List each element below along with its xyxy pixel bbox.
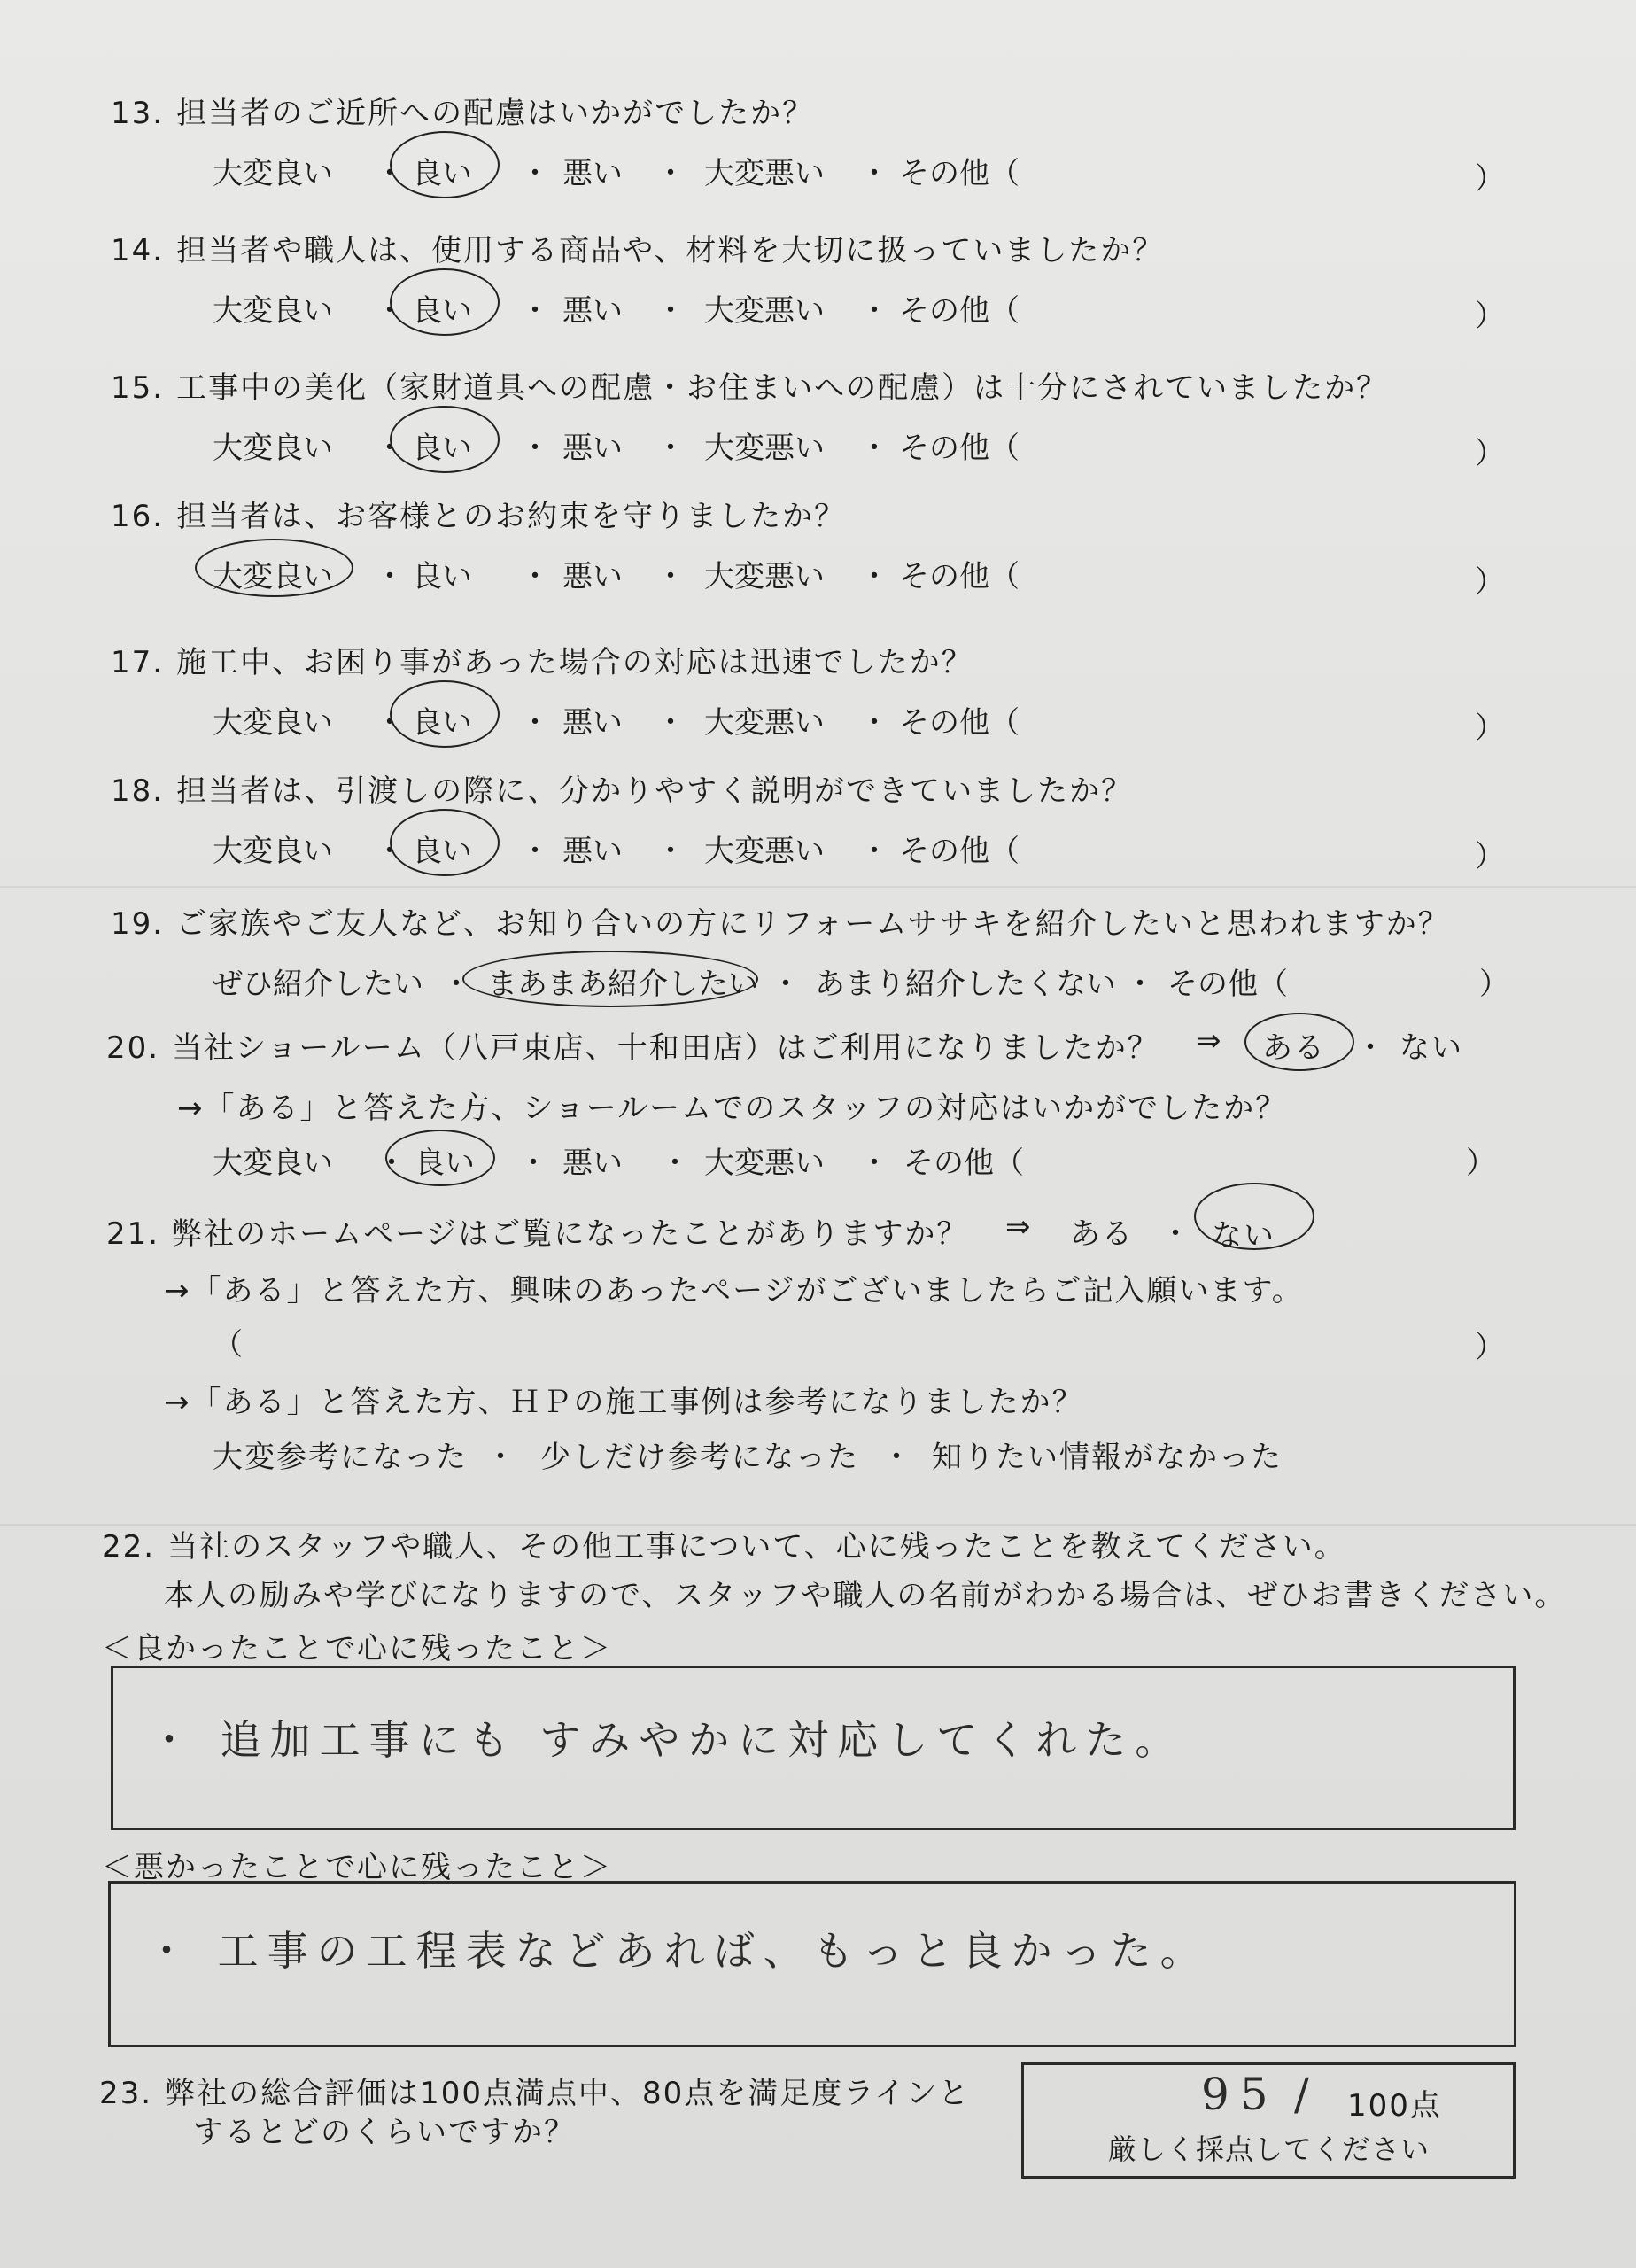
close-paren: ） — [1466, 1146, 1496, 1181]
option-selected[interactable]: 良い — [412, 834, 472, 869]
separator: ・ — [655, 705, 686, 741]
close-paren: ） — [1475, 161, 1505, 197]
separator: ・ — [375, 559, 405, 594]
question-21 — [0, 1209, 1636, 1484]
close-paren: ） — [1475, 839, 1505, 874]
separator: ・ — [518, 1146, 548, 1181]
separator: ・ — [375, 705, 405, 741]
option[interactable]: 大変悪い — [704, 834, 825, 869]
option[interactable]: 大変良い — [213, 705, 333, 741]
selection-circle — [390, 809, 500, 876]
option-selected[interactable]: 良い — [412, 431, 472, 466]
option[interactable]: 大変良い — [213, 293, 333, 329]
instruction-text: 本人の励みや学びになりますので、スタッフや職人の名前がわかる場合は、ぜひお書きください。 — [164, 1578, 1567, 1613]
question-13 — [0, 89, 1636, 221]
option-selected[interactable]: 良い — [412, 293, 472, 329]
separator: ・ — [375, 156, 405, 191]
separator: ・ — [520, 156, 550, 191]
option[interactable]: 大変良い — [213, 834, 333, 869]
option-selected[interactable]: 良い — [412, 705, 472, 741]
option[interactable]: 大変悪い — [704, 156, 825, 191]
selection-circle — [385, 1130, 495, 1186]
separator: ・ — [859, 834, 889, 869]
question-title: 18. 担当者は、引渡しの際に、分かりやすく説明ができていましたか？ — [111, 773, 1134, 809]
question-14 — [0, 226, 1636, 359]
separator: ・ — [859, 705, 889, 741]
score-note: 厳しく採点してください — [1108, 2132, 1431, 2166]
question-title: 22. 当社のスタッフや職人、その他工事について、心に残ったことを教えてください。 — [102, 1529, 1346, 1565]
option[interactable]: 悪い — [562, 559, 623, 594]
question-text-line2: するとどのくらいですか？ — [193, 2115, 576, 2150]
selection-circle — [462, 951, 758, 1007]
option-no[interactable]: ない — [1400, 1030, 1463, 1066]
separator: ・ — [375, 431, 405, 466]
option[interactable]: 大変悪い — [704, 559, 825, 594]
selection-circle — [195, 539, 353, 597]
option[interactable]: 大変悪い — [704, 293, 825, 329]
selection-circle — [1194, 1183, 1314, 1250]
score-value: 95 — [1201, 2069, 1279, 2120]
question-title: 17. 施工中、お困り事があった場合の対応は迅速でしたか？ — [111, 645, 973, 680]
option[interactable]: 知りたい情報がなかった — [932, 1440, 1283, 1475]
question-title: 13. 担当者のご近所への配慮はいかがでしたか？ — [111, 96, 815, 131]
separator: ・ — [441, 967, 471, 1002]
separator: ・ — [859, 431, 889, 466]
option[interactable]: その他（ — [899, 834, 1020, 869]
bad-label: ＜悪かったことで心に残ったこと＞ — [102, 1850, 612, 1885]
option[interactable]: 大変良い — [213, 156, 333, 191]
question-15 — [0, 363, 1636, 496]
separator: ・ — [1355, 1030, 1387, 1066]
option[interactable]: その他（ — [899, 431, 1020, 466]
score-max: 100点 — [1347, 2088, 1442, 2124]
question-19 — [0, 899, 1636, 1032]
question-title: 19. ご家族やご友人など、お知り合いの方にリフォームササキを紹介したいと思われますか？ — [111, 906, 1450, 942]
good-label: ＜良かったことで心に残ったこと＞ — [102, 1631, 612, 1666]
separator: ・ — [660, 1146, 690, 1181]
option[interactable]: あまり紹介したくない — [815, 967, 1116, 1002]
option[interactable]: その他（ — [899, 559, 1020, 594]
close-paren: ） — [1475, 564, 1505, 600]
separator: ・ — [485, 1440, 517, 1475]
separator: ・ — [771, 967, 801, 1002]
question-title: 15. 工事中の美化（家財道具への配慮・お住まいへの配慮）は十分にされていましたか？ — [111, 370, 1389, 406]
selection-circle — [1244, 1013, 1354, 1071]
option-selected[interactable]: 良い — [412, 156, 472, 191]
selection-circle — [390, 131, 500, 198]
score-slash: / — [1294, 2069, 1318, 2120]
option[interactable]: 悪い — [562, 293, 623, 329]
option-yes[interactable]: ある — [1262, 1030, 1326, 1066]
option[interactable]: その他（ — [899, 293, 1020, 329]
close-paren: ） — [1475, 436, 1505, 471]
good-answer-text: ・ 追加工事にも すみやかに対応してくれた。 — [149, 1716, 1185, 1764]
separator: ・ — [655, 834, 686, 869]
selection-circle — [390, 680, 500, 748]
separator: ・ — [881, 1440, 913, 1475]
close-paren: ） — [1475, 711, 1505, 746]
separator: ・ — [375, 834, 405, 869]
separator: ・ — [1125, 967, 1155, 1002]
good-answer-box[interactable] — [111, 1666, 1516, 1830]
separator: ・ — [655, 559, 686, 594]
bad-answer-box[interactable] — [108, 1881, 1516, 2047]
separator: ・ — [859, 559, 889, 594]
question-20 — [0, 1023, 1636, 1200]
option[interactable]: 大変良い — [213, 1146, 333, 1181]
option[interactable]: 大変悪い — [704, 705, 825, 741]
separator: ・ — [520, 559, 550, 594]
separator: ・ — [375, 293, 405, 329]
option[interactable]: その他（ — [899, 156, 1020, 191]
separator: ・ — [376, 1146, 407, 1181]
option[interactable]: 良い — [412, 559, 472, 594]
option-selected[interactable]: まあまあ紹介したい — [487, 967, 758, 1002]
question-18 — [0, 766, 1636, 899]
open-paren: （ — [213, 1327, 244, 1363]
arrow: ⇒ — [1196, 1023, 1223, 1059]
option[interactable]: ぜひ紹介したい — [213, 967, 423, 1002]
option[interactable]: 悪い — [562, 834, 623, 869]
question-23 — [0, 2069, 1636, 2228]
option[interactable]: 大変悪い — [704, 1146, 825, 1181]
close-paren: ） — [1475, 299, 1505, 334]
option-selected[interactable]: 大変良い — [213, 559, 333, 594]
option[interactable]: 大変参考になった — [213, 1440, 468, 1475]
separator: ・ — [655, 293, 686, 329]
option[interactable]: その他（ — [899, 705, 1020, 741]
separator: ・ — [655, 156, 686, 191]
option-no[interactable]: ない — [1212, 1218, 1275, 1254]
question-title: 14. 担当者や職人は、使用する商品や、材料を大切に扱っていましたか？ — [111, 233, 1165, 268]
option[interactable]: 大変良い — [213, 431, 333, 466]
bad-answer-text: ・ 工事の工程表などあれば、もっと良かった。 — [146, 1927, 1210, 1975]
question-22 — [0, 1522, 1636, 2054]
separator: ・ — [655, 431, 686, 466]
option[interactable]: その他（ — [1167, 967, 1288, 1002]
score-box[interactable] — [1021, 2062, 1516, 2179]
question-title: 21. 弊社のホームページはご覧になったことがありますか？ — [106, 1216, 969, 1252]
question-title: 16. 担当者は、お客様とのお約束を守りましたか？ — [111, 499, 847, 534]
separator: ・ — [1160, 1216, 1192, 1252]
close-paren: ） — [1475, 1330, 1507, 1365]
option[interactable]: 悪い — [562, 1146, 623, 1181]
separator: ・ — [520, 834, 550, 869]
separator: ・ — [859, 293, 889, 329]
separator: ・ — [859, 1146, 889, 1181]
separator: ・ — [520, 705, 550, 741]
question-16 — [0, 492, 1636, 625]
option-yes[interactable]: ある — [1070, 1216, 1134, 1252]
separator: ・ — [520, 431, 550, 466]
selection-circle — [390, 268, 500, 336]
option[interactable]: 悪い — [562, 431, 623, 466]
option[interactable]: 少しだけ参考になった — [540, 1440, 859, 1475]
follow-up-text: →「ある」と答えた方、興味のあったページがございましたらご記入願います。 — [164, 1273, 1304, 1309]
option[interactable]: 悪い — [562, 705, 623, 741]
separator: ・ — [520, 293, 550, 329]
follow-up-text: →「ある」と答えた方、ＨＰの施工事例は参考になりましたか？ — [164, 1385, 1084, 1420]
arrow: ⇒ — [1005, 1209, 1033, 1245]
question-title: 23. 弊社の総合評価は100点満点中、80点を満足度ラインと — [99, 2076, 971, 2111]
option[interactable]: 大変悪い — [704, 431, 825, 466]
option[interactable]: 悪い — [562, 156, 623, 191]
close-paren: ） — [1479, 967, 1509, 1002]
selection-circle — [390, 406, 500, 473]
separator: ・ — [859, 156, 889, 191]
follow-up-text: →「ある」と答えた方、ショールームでのスタッフの対応はいかがでしたか？ — [177, 1091, 1288, 1126]
option[interactable]: その他（ — [903, 1146, 1024, 1181]
option-selected[interactable]: 良い — [415, 1146, 475, 1181]
question-title: 20. 当社ショールーム（八戸東店、十和田店）はご利用になりましたか？ — [106, 1030, 1159, 1066]
question-17 — [0, 638, 1636, 771]
